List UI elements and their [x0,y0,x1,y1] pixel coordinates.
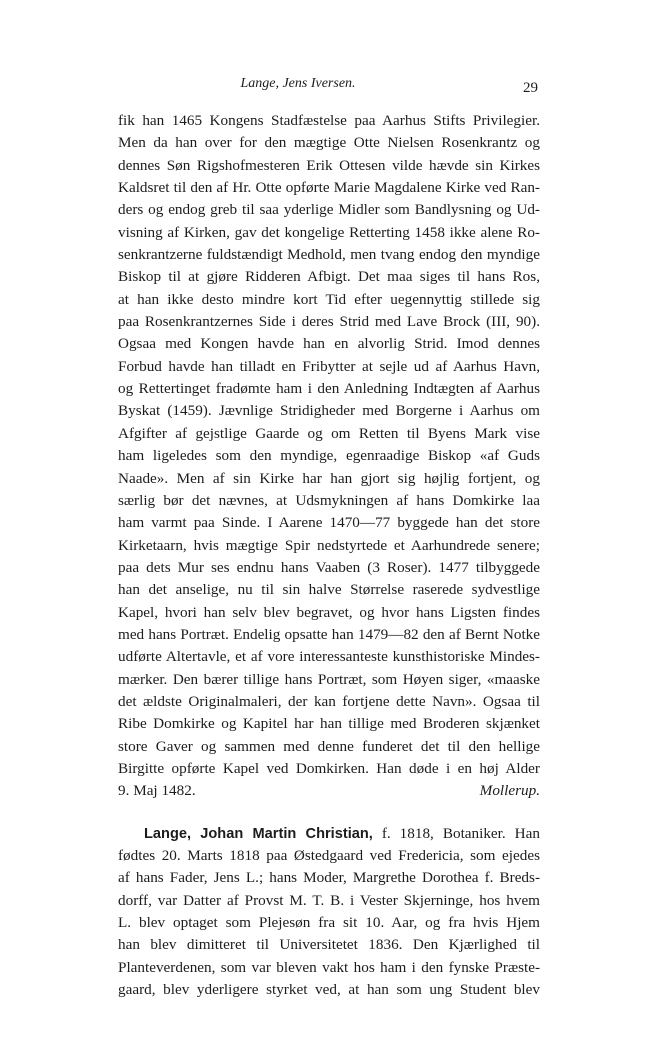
text-line: mærker. Den bærer tillige hans Portræt, som Høyen siger, «maaske [118,670,540,688]
date-text: 9. Maj 1482. [118,782,196,800]
text-line: Birgitte opførte Kapel ved Domkirken. Han døde i en høj Alder [118,759,540,777]
text-line: udførte Altertavle, et af vore interessanteste kunsthistoriske Mindes- [118,648,540,666]
text-line: paa dets Mur ses endnu hans Vaaben (3 Roser). 1477 tilbyggede [118,558,540,576]
text-line: ham varmt paa Sinde. I Aarene 1470—77 byggede han det store [118,514,540,532]
page-number: 29 [523,80,538,96]
text-line: ham ligeledes som den myndige, egenraadige Biskop «af Guds [118,447,540,465]
text-line: dennes Søn Rigshofmesteren Erik Ottesen vilde hævde sin Kirkes [118,156,540,174]
text-line: fødtes 20. Marts 1818 paa Østedgaard ved Fredericia, som ejedes [118,847,540,864]
text-line: han blev dimitteret til Universitetet 1836. Den Kjærlighed til [118,936,540,954]
text-line: store Gaver og sammen med denne funderet det til den hellige [118,737,540,755]
text-line: paa Rosenkrantzernes Side i deres Strid med Lave Brock (III, 90). [118,313,540,331]
text-line: af hans Fader, Jens L.; hans Moder, Margrethe Dorothea f. Breds- [118,869,540,887]
text-line: visning af Kirken, gav det kongelige Retterting 1458 ikke alene Ro- [118,223,540,241]
text-line: Byskat (1459). Jævnlige Stridigheder med Borgerne i Aarhus om [118,402,540,420]
running-head [118,76,538,100]
text-line: særlig bør det nævnes, at Udsmykningen af hans Domkirke laa [118,491,540,509]
text-line: det ældste Originalmaleri, der kan fortjene dette Navn». Ogsaa til [118,692,540,710]
text-line: Forbud havde han tilladt en Fribytter at sejle ud af Aarhus Havn, [118,357,540,375]
text-line: Naade». Men af sin Kirke har han gjort sig højlig fortjent, og [118,469,540,487]
entry-first-line-text: f. 1818, Botaniker. Han [372,824,540,842]
text-line: Kapel, hvori han selv blev begravet, og hvor hans Ligsten findes [118,603,540,621]
text-line: Afgifter af gejstlige Gaarde og om Retten til Byens Mark vise [118,424,540,442]
entry-name: Lange, Johan Martin Christian, [144,825,373,842]
signature-line [118,780,540,802]
running-title: Lange, Jens Iversen. [240,76,356,91]
page-body [118,110,540,1001]
text-line: Ogsaa med Kongen havde han en alvorlig Strid. Imod dennes [118,335,540,353]
article-johan-martin-christian-lange [118,823,540,1002]
author-signature: Mollerup. [479,782,540,800]
text-line: dorff, var Datter af Provst M. T. B. i Vester Skjerninge, hos hvem [118,891,540,909]
text-line: fik han 1465 Kongens Stadfæstelse paa Aarhus Stifts Privilegier. [118,112,540,129]
text-line: L. blev optaget som Plejesøn fra sit 10. Aar, og fra hvis Hjem [118,914,540,932]
text-line: Biskop til at gjøre Ridderen Afbigt. Det maa siges til hans Ros, [118,268,540,286]
text-line: han det anselige, nu til sin halve Størrelse raserede sydvestlige [118,581,540,599]
text-line: Ribe Domkirke og Kapitel har han tillige med Broderen skjænket [118,715,540,733]
text-line: Kirketaarn, hvis mægtige Spir nedstyrtede et Aarhundrede senere; [118,536,540,554]
article-jens-iversen-lange [118,110,540,803]
text-line: gaard, blev yderligere styrket ved, at han som ung Student blev [118,981,540,999]
entry-heading-line [118,823,540,845]
text-line: Planteverdenen, som var bleven vakt hos ham i den fynske Præste- [118,958,540,976]
text-line: ders og endog greb til saa yderlige Midler som Bandlysning og Ud- [118,201,540,219]
text-line: Kaldsret til den af Hr. Otte opførte Marie Magdalene Kirke ved Ran- [118,179,540,197]
text-line: med hans Portræt. Endelig opsatte han 1479—82 den af Bernt Notke [118,625,540,643]
text-line: at han ikke desto mindre kort Tid efter uegennyttig stillede sig [118,290,540,308]
article-separator [118,803,540,823]
text-line: senkrantzerne fuldstændigt Medhold, men tvang endog den myndige [118,246,540,264]
text-line: Men da han over for den mægtige Otte Nielsen Rosenkrantz og [118,134,540,152]
text-line: og Rettertinget fradømte ham i den Anledning Indtægten af Aarhus [118,380,540,398]
